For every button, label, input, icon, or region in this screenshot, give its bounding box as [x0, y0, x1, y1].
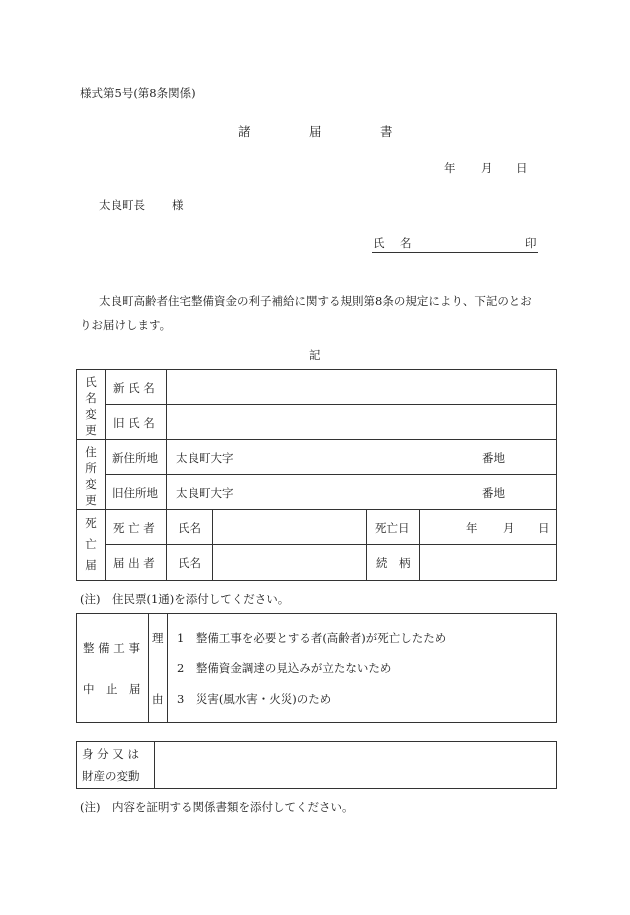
table-divider — [105, 369, 106, 580]
body-line-2: りお届けします。 — [80, 318, 172, 332]
reporter-name-field[interactable] — [214, 548, 364, 577]
reporter-label: 届 出 者 — [113, 556, 155, 570]
new-address-label: 新住所地 — [112, 451, 158, 465]
ki-label: 記 — [309, 348, 321, 362]
title-char-2: 届 — [309, 124, 322, 139]
address-change-group-label: 住所変更 — [85, 445, 97, 507]
note-1: (注) 住民票(1通)を添付してください。 — [80, 592, 290, 606]
status-change-label-line-1: 身 分 又 は — [82, 747, 139, 761]
death-year-label: 年 — [466, 521, 478, 535]
deceased-label: 死 亡 者 — [113, 521, 155, 535]
death-month-label: 月 — [503, 521, 515, 535]
old-name-field[interactable] — [168, 408, 554, 437]
table-divider — [419, 509, 420, 580]
form-number: 様式第5号(第8条関係) — [80, 86, 196, 100]
table-divider — [166, 369, 167, 580]
old-address-banchi: 番地 — [482, 486, 505, 500]
reporter-name-label: 氏名 — [178, 556, 201, 570]
table-divider — [167, 613, 168, 722]
addressee-honorific: 様 — [172, 198, 184, 212]
table-divider — [105, 544, 556, 545]
table-divider — [76, 439, 556, 440]
death-group-label: 死亡届 — [85, 516, 97, 572]
table-divider — [154, 741, 155, 788]
old-address-label: 旧住所地 — [112, 486, 158, 500]
table-divider — [105, 404, 556, 405]
reason-option-3: 3 災害(風水害・火災)のため — [177, 692, 332, 706]
new-name-label: 新 氏 名 — [113, 381, 155, 395]
reason-char-1: 理 — [152, 631, 164, 645]
date-day-label: 日 — [516, 161, 528, 175]
applicant-name-label: 氏 名 — [373, 236, 414, 250]
date-year-label: 年 — [444, 161, 456, 175]
date-month-label: 月 — [481, 161, 493, 175]
old-address-field[interactable] — [246, 478, 476, 507]
old-address-town-prefix: 太良町大字 — [176, 486, 234, 500]
title-char-3: 書 — [380, 124, 393, 139]
table-divider — [212, 509, 213, 580]
old-name-label: 旧 氏 名 — [113, 416, 155, 430]
new-name-field[interactable] — [168, 373, 554, 402]
new-address-banchi: 番地 — [482, 451, 505, 465]
note-2: (注) 内容を証明する関係書類を添付してください。 — [80, 800, 354, 814]
construction-stop-title-line-1: 整 備 工 事 — [83, 641, 140, 655]
status-change-label-line-2: 財産の変動 — [82, 769, 140, 783]
table-divider — [105, 474, 556, 475]
table-divider — [76, 509, 556, 510]
deceased-name-label: 氏名 — [178, 521, 201, 535]
new-address-town-prefix: 太良町大字 — [176, 451, 234, 465]
relation-field[interactable] — [421, 548, 554, 577]
construction-stop-title-line-2: 中 止 届 — [83, 682, 141, 696]
reason-char-2: 由 — [152, 692, 164, 706]
deceased-name-field[interactable] — [214, 513, 364, 542]
seal-mark: 印 — [525, 236, 537, 250]
status-change-field[interactable] — [157, 744, 553, 785]
death-date-label: 死亡日 — [375, 521, 410, 535]
relation-label: 続 柄 — [376, 556, 411, 570]
title-char-1: 諸 — [238, 124, 251, 139]
table-divider — [148, 613, 149, 722]
new-address-field[interactable] — [246, 443, 476, 472]
addressee-name: 太良町長 — [99, 198, 145, 212]
body-line-1: 太良町高齢者住宅整備資金の利子補給に関する規則第8条の規定により、下記のとお — [99, 294, 532, 308]
reason-option-2: 2 整備資金調達の見込みが立たないため — [177, 661, 392, 675]
name-change-group-label: 氏名変更 — [85, 375, 97, 437]
reason-option-1: 1 整備工事を必要とする者(高齢者)が死亡したため — [177, 631, 447, 645]
applicant-underline — [372, 252, 538, 253]
death-day-label: 日 — [538, 521, 550, 535]
table-divider — [366, 509, 367, 580]
